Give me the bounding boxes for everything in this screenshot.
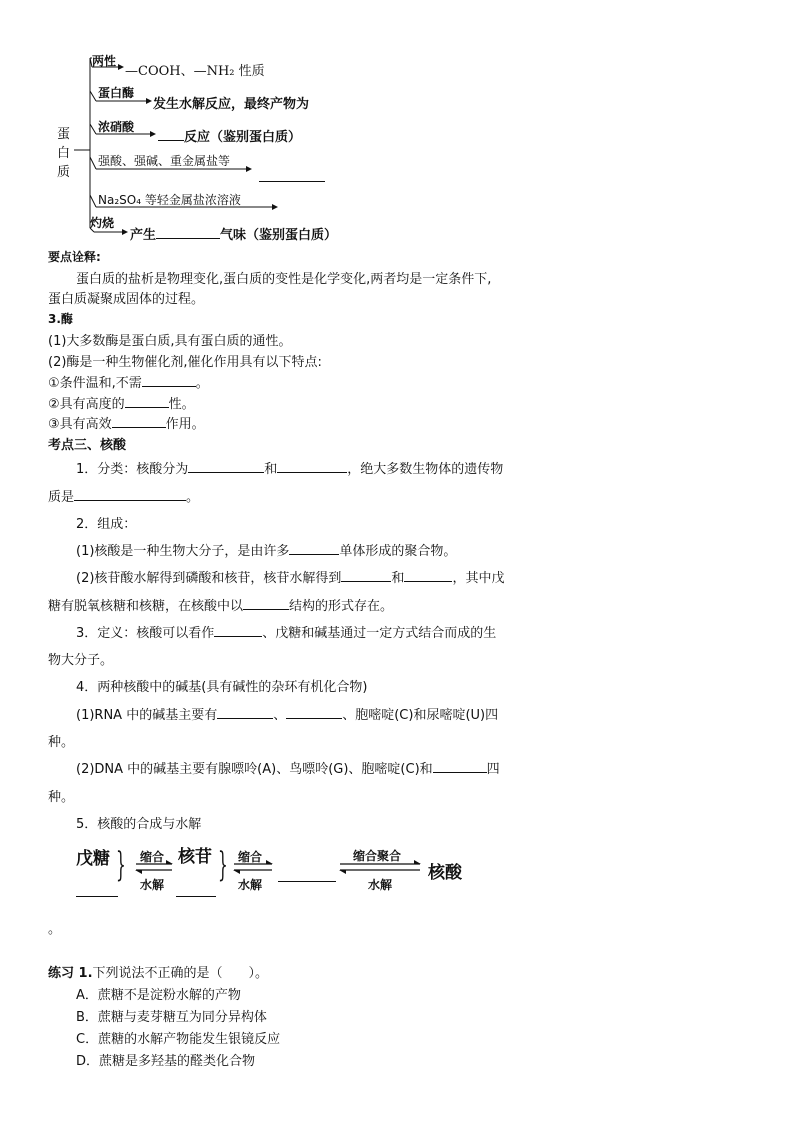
branch-text-nitric: 反应（鉴别蛋白质）	[158, 126, 301, 145]
exercise-option[interactable]: C．蔗糖的水解产物能发生银镜反应	[76, 1032, 281, 1047]
enzyme-item: ②具有高度的 性。	[48, 397, 195, 412]
enzyme-item: ③具有高效 作用。	[48, 417, 205, 432]
key-points-line: 蛋白质的盐析是物理变化,蛋白质的变性是化学变化,两者均是一定条件下,	[76, 272, 492, 287]
enzyme-item: ①条件温和,不需 。	[48, 376, 209, 391]
protein-root-char: 质	[57, 165, 71, 180]
branch-label-salting: Na₂SO₄ 等轻金属盐浓溶液	[98, 193, 241, 207]
nucleic-para: 种。	[48, 790, 75, 805]
polycondense-label: 缩合聚合	[353, 849, 402, 863]
branch-text-protease: 发生水解反应，最终产物为	[153, 97, 310, 112]
brace-symbol: }	[218, 845, 228, 885]
nucleic-para: 2．组成：	[76, 517, 137, 532]
nucleoside-label: 核苷	[178, 847, 212, 867]
protein-root-char: 蛋	[57, 127, 71, 142]
condense-label: 缩合	[238, 850, 263, 864]
protein-root-char: 白	[57, 146, 71, 161]
hydrolyze-label: 水解	[368, 878, 393, 892]
branch-text-amphoteric: —COOH、—NH₂ 性质	[125, 64, 265, 79]
nucleic-para: 质是 。	[48, 490, 200, 505]
hydrolyze-label: 水解	[238, 878, 263, 892]
nucleic-para: (1)核酸是一种生物大分子，是由许多 单体形成的聚合物。	[76, 544, 457, 559]
exercise-option[interactable]: B．蔗糖与麦芽糖互为同分异构体	[76, 1010, 267, 1025]
nucleic-para: (2)核苷酸水解得到磷酸和核苷，核苷水解得到 和 ，其中戊	[76, 571, 505, 586]
branch-text-burn: 产生 气味（鉴别蛋白质）	[130, 228, 338, 243]
nucleic-acid-label: 核酸	[428, 863, 462, 883]
condense-label: 缩合	[140, 850, 165, 864]
branch-label-protease: 蛋白酶	[98, 86, 135, 100]
hydrolyze-label: 水解	[140, 878, 165, 892]
nucleic-para: (2)DNA 中的碱基主要有腺嘌呤(A)、鸟嘌呤(G)、胞嘧啶(C)和 四	[76, 762, 500, 777]
exercise-stem: 练习 1.下列说法不正确的是（ ）。	[48, 966, 269, 981]
pentose-label: 戊糖	[76, 849, 110, 869]
key-points-title: 要点诠释:	[48, 250, 101, 264]
enzyme-para: (2)酶是一种生物催化剂,催化作用具有以下特点:	[48, 355, 322, 370]
branch-label-nitric: 浓硝酸	[98, 120, 135, 134]
nucleic-para: 种。	[48, 735, 75, 750]
exercise-option[interactable]: A．蔗糖不是淀粉水解的产物	[76, 988, 241, 1003]
nucleic-para: (1)RNA 中的碱基主要有 、 、胞嘧啶(C)和尿嘧啶(U)四	[76, 708, 499, 723]
nucleic-para: 4．两种核酸中的碱基(具有碱性的杂环有机化合物)	[76, 680, 368, 695]
exercise-option[interactable]: D．蔗糖是多羟基的醛类化合物	[76, 1054, 256, 1069]
nucleic-para: 3．定义：核酸可以看作 、戊糖和碱基通过一定方式结合而成的生	[76, 626, 497, 641]
branch-label-denature: 强酸、强碱、重金属盐等	[98, 154, 231, 168]
enzyme-para: (1)大多数酶是蛋白质,具有蛋白质的通性。	[48, 334, 292, 349]
nucleic-para: 1．分类：核酸分为 和 ，绝大多数生物体的遗传物	[76, 462, 504, 477]
nucleic-para: 糖有脱氧核糖和核糖，在核酸中以 结构的形式存在。	[48, 599, 394, 614]
brace-symbol: }	[116, 845, 126, 885]
enzyme-title: 3.酶	[48, 312, 73, 326]
nucleic-para: 5．核酸的合成与水解	[76, 817, 202, 832]
key-points-line: 蛋白质凝聚成固体的过程。	[48, 292, 205, 307]
branch-label-burn: 灼烧	[90, 216, 115, 230]
section-title: 考点三、核酸	[48, 438, 127, 453]
branch-label-amphoteric: 两性	[92, 54, 117, 68]
diagram-tail-punct: 。	[48, 922, 62, 937]
nucleic-para: 物大分子。	[48, 653, 114, 668]
